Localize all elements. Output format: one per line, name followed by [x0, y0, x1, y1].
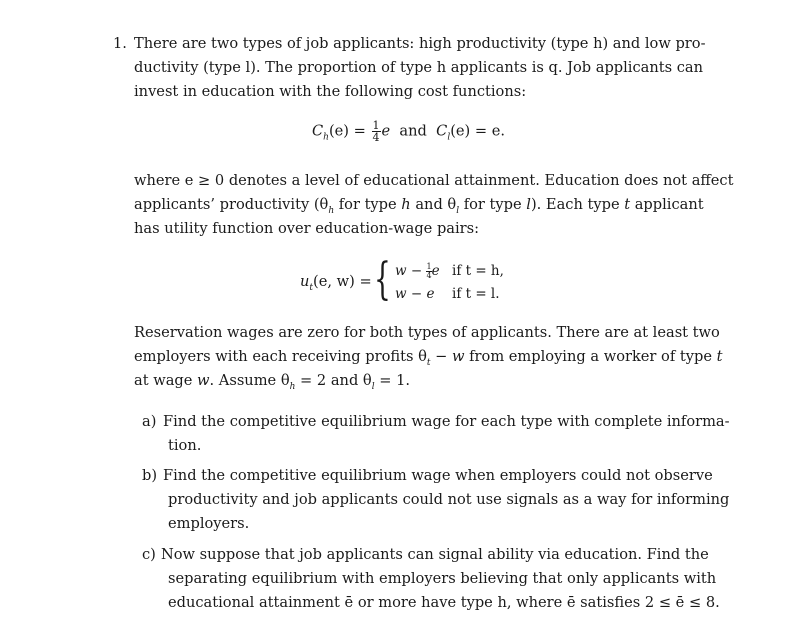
- question-c-line-1: Now suppose that job applicants can signal ability via education. Find the: [161, 546, 709, 563]
- problem-number: 1.: [113, 35, 127, 52]
- question-b-line-3: employers.: [168, 515, 250, 532]
- question-b-label: b): [142, 467, 158, 484]
- intro-line-2: ductivity (type l). The proportion of type h applicants is q. Job applicants can: [134, 59, 704, 76]
- utility-case-2: w − e: [395, 286, 435, 302]
- mid-line-2: applicants’ productivity ($\theta_h$ for type h and $\theta_l$ for type l). Each type t applicant: [134, 196, 704, 216]
- question-c-line-3: educational attainment ē or more have type h, where ē satisfies 2 ≤ ē ≤ 8.: [168, 594, 720, 611]
- mid-line-3: has utility function over education-wage pairs:: [134, 220, 480, 237]
- question-c-line-2: separating equilibrium with employers believing that only applicants with: [168, 570, 717, 587]
- cost-equation: $C_h(e)$ = $\frac{1}{4}$ e and $C_l(e) = e$.: [312, 119, 506, 144]
- reservation-line-3: at wage w. Assume $\theta_h = 2$ and $\theta_l = 1$.: [134, 372, 411, 392]
- fraction-one-quarter: $\frac{1}{4}$: [372, 119, 380, 144]
- reservation-line-1: Reservation wages are zero for both types of applicants. There are at least two: [134, 324, 720, 341]
- mid-line-1: where e ≥ 0 denotes a level of educational attainment. Education does not affect: [134, 172, 734, 189]
- question-a-line-2: tion.: [168, 437, 202, 454]
- question-b-line-2: productivity and job applicants could not use signals as a way for informing: [168, 491, 730, 508]
- utility-cond-2: if t = l.: [452, 286, 500, 302]
- intro-line-1: There are two types of job applicants: high productivity (type h) and low pro-: [134, 35, 706, 52]
- utility-cond-1: if t = h,: [452, 263, 504, 279]
- utility-lhs: $u_t(e$, w) =: [300, 273, 372, 293]
- fraction-one-quarter-small: $\frac{1}{4}$: [426, 262, 432, 280]
- question-b-line-1: Find the competitive equilibrium wage when employers could not observe: [163, 467, 713, 484]
- intro-line-3: invest in education with the following cost functions:: [134, 83, 527, 100]
- question-a-label: a): [142, 413, 157, 430]
- left-brace: {: [374, 254, 391, 305]
- utility-case-1: w − $\frac{1}{4}$ e: [395, 262, 440, 280]
- reservation-line-2: employers with each receiving profits $\theta_t - w$ from employing a worker of type t: [134, 348, 723, 368]
- question-c-label: c): [142, 546, 156, 563]
- question-a-line-1: Find the competitive equilibrium wage for each type with complete informa-: [163, 413, 730, 430]
